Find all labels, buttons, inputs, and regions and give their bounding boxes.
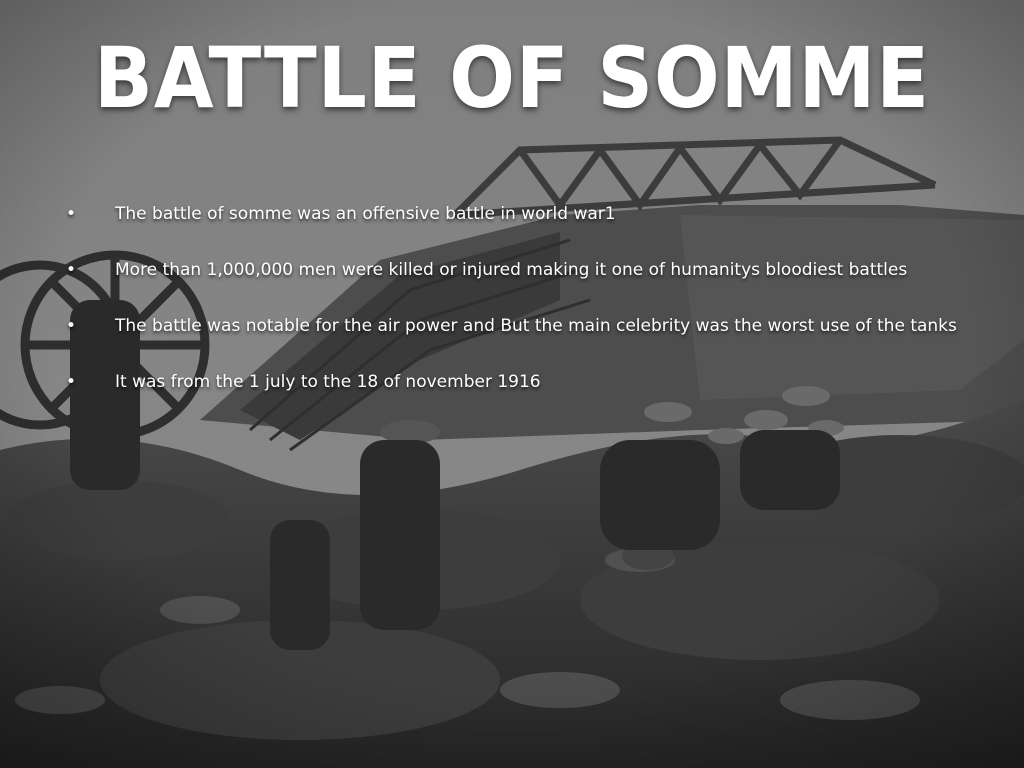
list-item [66,196,1006,252]
bullet-marker: • [66,372,77,392]
bullet-text: The battle was notable for the air power and But the main celebrity was the worst use of the tanks [115,316,957,336]
bullet-text: It was from the 1 july to the 18 of november 1916 [115,372,541,392]
slide-title: BATTLE OF SOMME [93,29,930,127]
list-item [66,364,1006,420]
list-item [66,252,1006,308]
bullet-marker: • [66,204,77,224]
bullet-marker: • [66,316,77,336]
list-item [66,308,1006,364]
bullet-text: The battle of somme was an offensive battle in world war1 [115,204,616,224]
bullet-marker: • [66,260,77,280]
bullet-list [66,196,1006,420]
bullet-text: More than 1,000,000 men were killed or injured making it one of humanitys bloodiest battles [115,260,908,280]
